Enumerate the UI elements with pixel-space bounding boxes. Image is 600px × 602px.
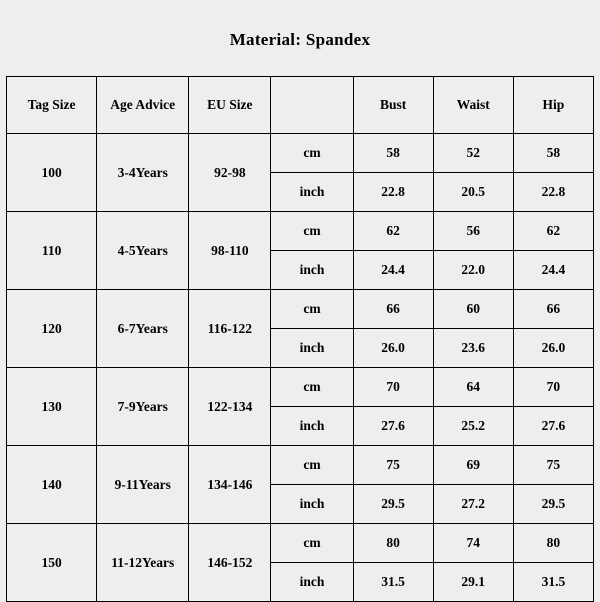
cell-eu-size: 146-152 [189, 524, 271, 602]
cell-hip-cm: 62 [513, 212, 593, 251]
cell-bust-cm: 62 [353, 212, 433, 251]
cell-waist-inch: 20.5 [433, 173, 513, 212]
cell-hip-inch: 29.5 [513, 485, 593, 524]
cell-tag-size: 140 [7, 446, 97, 524]
cell-tag-size: 100 [7, 134, 97, 212]
header-unit [271, 77, 353, 134]
cell-tag-size: 120 [7, 290, 97, 368]
cell-waist-inch: 22.0 [433, 251, 513, 290]
table-row [7, 134, 594, 173]
table-row [7, 290, 594, 329]
cell-bust-cm: 70 [353, 368, 433, 407]
cell-hip-inch: 24.4 [513, 251, 593, 290]
cell-eu-size: 122-134 [189, 368, 271, 446]
cell-hip-cm: 80 [513, 524, 593, 563]
cell-unit-cm: cm [271, 290, 353, 329]
cell-hip-inch: 27.6 [513, 407, 593, 446]
header-hip: Hip [513, 77, 593, 134]
cell-age-advice: 7-9Years [97, 368, 189, 446]
cell-unit-inch: inch [271, 329, 353, 368]
cell-unit-cm: cm [271, 134, 353, 173]
table-body [7, 134, 594, 602]
cell-hip-cm: 66 [513, 290, 593, 329]
cell-tag-size: 110 [7, 212, 97, 290]
header-bust: Bust [353, 77, 433, 134]
cell-tag-size: 130 [7, 368, 97, 446]
cell-waist-cm: 64 [433, 368, 513, 407]
cell-age-advice: 6-7Years [97, 290, 189, 368]
cell-bust-inch: 24.4 [353, 251, 433, 290]
cell-unit-inch: inch [271, 251, 353, 290]
size-chart-table [6, 76, 594, 602]
cell-unit-inch: inch [271, 563, 353, 602]
cell-bust-cm: 80 [353, 524, 433, 563]
cell-eu-size: 92-98 [189, 134, 271, 212]
cell-hip-cm: 58 [513, 134, 593, 173]
cell-bust-inch: 31.5 [353, 563, 433, 602]
cell-eu-size: 134-146 [189, 446, 271, 524]
cell-waist-cm: 56 [433, 212, 513, 251]
cell-bust-cm: 75 [353, 446, 433, 485]
header-tag-size: Tag Size [7, 77, 97, 134]
cell-bust-inch: 29.5 [353, 485, 433, 524]
table-header [7, 77, 594, 134]
cell-age-advice: 3-4Years [97, 134, 189, 212]
cell-eu-size: 98-110 [189, 212, 271, 290]
cell-bust-inch: 26.0 [353, 329, 433, 368]
cell-tag-size: 150 [7, 524, 97, 602]
header-waist: Waist [433, 77, 513, 134]
cell-unit-inch: inch [271, 173, 353, 212]
cell-hip-inch: 31.5 [513, 563, 593, 602]
cell-hip-inch: 22.8 [513, 173, 593, 212]
cell-waist-cm: 60 [433, 290, 513, 329]
table-row [7, 212, 594, 251]
cell-waist-cm: 52 [433, 134, 513, 173]
cell-age-advice: 11-12Years [97, 524, 189, 602]
cell-waist-inch: 23.6 [433, 329, 513, 368]
cell-bust-cm: 58 [353, 134, 433, 173]
cell-bust-inch: 22.8 [353, 173, 433, 212]
cell-unit-cm: cm [271, 368, 353, 407]
cell-eu-size: 116-122 [189, 290, 271, 368]
header-row [7, 77, 594, 134]
cell-hip-inch: 26.0 [513, 329, 593, 368]
cell-waist-inch: 27.2 [433, 485, 513, 524]
size-table-container [0, 76, 600, 602]
header-eu-size: EU Size [189, 77, 271, 134]
cell-unit-cm: cm [271, 524, 353, 563]
table-row [7, 524, 594, 563]
cell-waist-inch: 29.1 [433, 563, 513, 602]
cell-waist-cm: 69 [433, 446, 513, 485]
cell-age-advice: 4-5Years [97, 212, 189, 290]
cell-unit-cm: cm [271, 212, 353, 251]
cell-bust-cm: 66 [353, 290, 433, 329]
cell-unit-inch: inch [271, 485, 353, 524]
cell-hip-cm: 70 [513, 368, 593, 407]
cell-unit-cm: cm [271, 446, 353, 485]
page-title: Material: Spandex [229, 30, 371, 49]
cell-unit-inch: inch [271, 407, 353, 446]
table-row [7, 446, 594, 485]
table-row [7, 368, 594, 407]
cell-waist-inch: 25.2 [433, 407, 513, 446]
cell-waist-cm: 74 [433, 524, 513, 563]
header-age-advice: Age Advice [97, 77, 189, 134]
cell-hip-cm: 75 [513, 446, 593, 485]
cell-age-advice: 9-11Years [97, 446, 189, 524]
cell-bust-inch: 27.6 [353, 407, 433, 446]
